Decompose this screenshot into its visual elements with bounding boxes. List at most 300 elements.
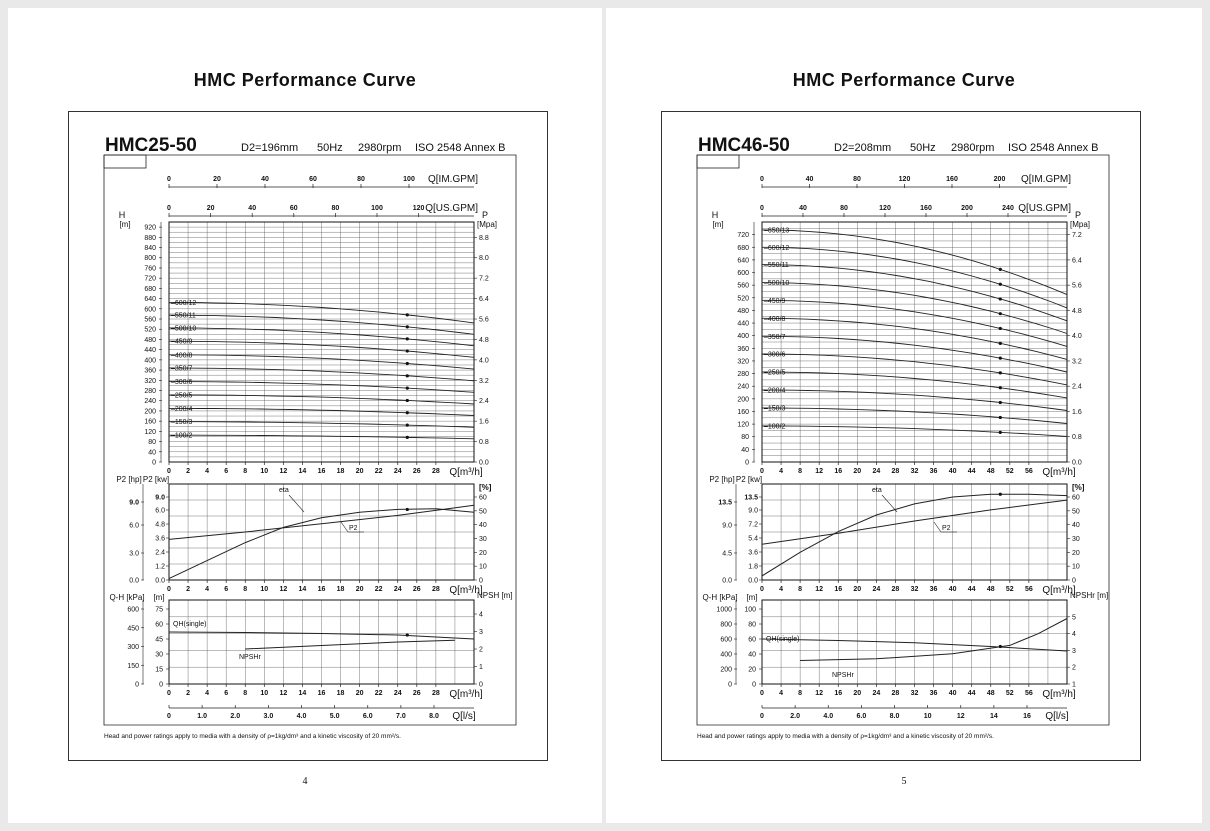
p-tick-label: 5.6 (479, 316, 489, 324)
npshr-label: NPSHr (239, 654, 261, 661)
x-tick-label: 4 (779, 586, 784, 593)
x-tick-label: 32 (910, 586, 919, 593)
eta-tick-label: 60 (1072, 494, 1080, 502)
kw-tick-label: 1.8 (748, 563, 758, 571)
p-tick-label: 0.0 (479, 459, 489, 467)
spec-frequency: 50Hz (317, 142, 343, 154)
x-tick-label: 4 (205, 586, 210, 593)
ls-tick-label: 2.0 (790, 713, 800, 720)
eta-tick-label: 0 (479, 577, 483, 585)
qh-curve-label: –150/3 (171, 419, 193, 427)
h-tick-label: 480 (737, 307, 749, 315)
duty-point-marker (999, 371, 1002, 374)
x-tick-label: 48 (986, 690, 995, 697)
x-tick-label: 0 (167, 690, 171, 697)
m-tick-label: 100 (744, 606, 756, 614)
qh-curve-label: –150/3 (764, 405, 786, 413)
h-tick-label: 40 (741, 446, 749, 454)
x-tick-label: 56 (1024, 586, 1033, 593)
qh-curve-label: –500/10 (171, 325, 197, 333)
qh-curve-label: –350/7 (171, 365, 193, 373)
chart-sheet (661, 111, 1141, 761)
imp-gpm-tick-label: 20 (213, 176, 221, 183)
p-tick-label: 4.0 (479, 357, 489, 365)
power-x-axis-label: Q[m³/h] (449, 585, 483, 596)
spec-speed: 2980rpm (951, 142, 995, 154)
kpa-tick-label: 0 (728, 681, 732, 689)
x-tick-label: 8 (243, 586, 248, 593)
x-tick-label: 24 (872, 468, 881, 475)
h-tick-label: 0 (152, 459, 156, 467)
page-right (606, 8, 1202, 823)
npshr-curve (245, 640, 455, 649)
eta-tick-label: 0 (1072, 577, 1076, 585)
ls-tick-label: 14 (989, 713, 998, 720)
hp-tick-label: 4.5 (722, 550, 732, 558)
x-tick-label: 20 (355, 586, 364, 593)
x-tick-label: 0 (760, 586, 764, 593)
p-tick-label: 5.6 (1072, 282, 1082, 290)
kw-tick-label: 9.0 (748, 507, 758, 515)
chart-title: HMC25-50 (105, 135, 197, 156)
eta-tick-label: 20 (1072, 549, 1080, 557)
h-tick-label: 480 (144, 336, 156, 344)
qh-curve-label: –300/6 (764, 351, 786, 359)
ls-tick-label: 1.0 (197, 713, 207, 720)
h-tick-label: 200 (144, 408, 156, 416)
spec-impeller: D2=208mm (834, 142, 892, 154)
frame-corner-box (697, 155, 739, 168)
duty-point-marker (999, 416, 1002, 419)
frame-corner-box (104, 155, 146, 168)
h-tick-label: 520 (144, 326, 156, 334)
qh-curve-label: –250/5 (171, 392, 193, 400)
m-tick-label: 75 (155, 606, 163, 614)
h-tick-label: 600 (144, 306, 156, 314)
x-tick-label: 28 (891, 690, 900, 697)
x-tick-label: 0 (167, 468, 171, 475)
p2-curve-label: P2 (942, 525, 951, 532)
hp-tick-label: 6.0 (129, 522, 139, 530)
m-tick-label: 30 (155, 651, 163, 659)
p-tick-label: 4.8 (1072, 307, 1082, 315)
qh-curve-label: –100/2 (171, 432, 193, 440)
h-tick-label: 640 (737, 257, 749, 265)
p2-hp-axis-label: P2 [hp] (709, 475, 735, 484)
qh-curve-label: –300/6 (171, 379, 193, 387)
npshr-label: NPSHr (832, 671, 854, 679)
x-tick-label: 24 (393, 468, 402, 475)
x-tick-label: 44 (967, 586, 976, 593)
m-tick-label: 0 (159, 681, 163, 689)
ls-tick-label: 6.0 (362, 713, 373, 720)
x-tick-label: 28 (891, 586, 900, 593)
kw-tick-label: 4.8 (155, 521, 165, 529)
x-tick-label: 40 (948, 690, 957, 697)
ls-tick-label: 7.0 (396, 713, 406, 720)
x-tick-label: 32 (910, 468, 919, 475)
npsh-tick-label: 2 (479, 646, 483, 654)
p-axis-label: P (482, 210, 489, 220)
h-axis-label: H (711, 210, 719, 220)
duty-point-marker (999, 342, 1002, 345)
x-tick-label: 28 (431, 468, 440, 475)
kpa-tick-label: 600 (127, 606, 139, 614)
m-tick-label: 15 (155, 666, 163, 674)
duty-point-marker (406, 325, 409, 328)
qh-single-duty-point (999, 645, 1002, 648)
x-tick-label: 28 (431, 586, 440, 593)
x-tick-label: 36 (929, 690, 938, 697)
hp-tick-label: 9.0 (129, 499, 139, 507)
chart-title: HMC46-50 (698, 135, 790, 156)
duty-point-marker (406, 411, 409, 414)
ls-tick-label: 0 (167, 713, 171, 720)
h-tick-label: 840 (144, 245, 156, 253)
us-gpm-tick-label: 120 (879, 205, 891, 212)
p-tick-label: 7.2 (479, 275, 489, 283)
x-tick-label: 12 (279, 586, 288, 593)
qh-curve-label: –550/11 (764, 262, 789, 270)
spec-standard: ISO 2548 Annex B (415, 142, 506, 154)
duty-point-marker (406, 349, 409, 352)
qh-curve-label: –200/4 (764, 387, 786, 395)
h-axis-unit: [m] (712, 220, 724, 229)
x-tick-label: 52 (1005, 586, 1014, 593)
kpa-tick-label: 300 (127, 644, 139, 651)
h-tick-label: 200 (737, 396, 749, 404)
x-tick-label: 6 (224, 690, 229, 697)
gpm-axis-label: Q[US.GPM] (425, 203, 478, 214)
kw-tick-label: 13.5 (744, 494, 758, 502)
h-tick-label: 760 (144, 265, 156, 273)
p-tick-label: 8.8 (479, 234, 489, 242)
x-tick-label: 36 (929, 586, 938, 593)
eta-duty-point (999, 493, 1002, 496)
duty-point-marker (406, 423, 409, 426)
x-tick-label: 12 (279, 468, 288, 475)
x-tick-label: 26 (412, 690, 421, 697)
hp-tick-label: 3.0 (129, 550, 139, 558)
qh-kpa-axis-label: Q-H [kPa] (702, 593, 738, 602)
density-note: Head and power ratings apply to media with a density of ρ=1kg/dm³ and a kinetic viscosity of 20 mm²/s. (104, 733, 401, 740)
h-tick-label: 360 (144, 367, 156, 375)
h-tick-label: 240 (144, 398, 156, 406)
x-tick-label: 0 (760, 468, 764, 475)
ls-axis-label: Q[l/s] (452, 711, 476, 722)
ls-tick-label: 12 (956, 713, 965, 720)
x-tick-label: 4 (779, 690, 784, 697)
x-tick-label: 14 (298, 468, 307, 475)
x-tick-label: 56 (1024, 468, 1033, 475)
x-tick-label: 24 (393, 690, 402, 697)
us-gpm-tick-label: 80 (331, 205, 340, 212)
hp-tick-label: 13.5 (718, 499, 732, 507)
x-tick-label: 18 (336, 586, 345, 593)
duty-point-marker (999, 401, 1002, 404)
x-tick-label: 2 (186, 586, 191, 593)
page-number: 5 (901, 776, 907, 787)
kw-tick-label: 0.0 (748, 577, 758, 585)
p-tick-label: 7.2 (1072, 232, 1082, 240)
x-tick-label: 24 (872, 690, 881, 697)
eta-curve-label: eta (872, 487, 882, 494)
duty-point-marker (999, 431, 1002, 434)
imp-gpm-tick-label: 160 (946, 176, 958, 183)
eta-tick-label: 30 (479, 536, 487, 543)
density-note: Head and power ratings apply to media with a density of ρ=1kg/dm³ and a kinetic viscosity of 20 mm²/s. (697, 733, 994, 740)
duty-point-marker (406, 436, 409, 439)
p-tick-label: 6.4 (1072, 257, 1082, 265)
h-tick-label: 560 (144, 316, 156, 324)
qh-curve-label: –500/10 (764, 280, 790, 288)
kpa-tick-label: 150 (127, 662, 139, 670)
npsh-tick-label: 1 (479, 664, 483, 671)
eta-tick-label: 10 (479, 563, 487, 571)
h-axis-label: H (118, 210, 126, 220)
qh-single-duty-point (406, 633, 409, 636)
imp-gpm-tick-label: 40 (805, 176, 814, 183)
p-tick-label: 8.0 (479, 255, 489, 263)
x-tick-label: 8 (243, 690, 248, 697)
duty-point-marker (999, 297, 1002, 300)
kw-tick-label: 6.0 (155, 507, 165, 515)
p-axis-unit: [Mpa] (1070, 220, 1091, 229)
us-gpm-tick-label: 0 (167, 205, 171, 212)
h-tick-label: 800 (144, 255, 156, 263)
npsh-axis-label: NPSHr [m] (1070, 591, 1109, 600)
ls-tick-label: 8.0 (889, 713, 900, 720)
x-tick-label: 8 (798, 586, 803, 593)
x-tick-label: 16 (317, 586, 326, 593)
x-tick-label: 6 (224, 586, 229, 593)
kpa-tick-label: 1000 (716, 606, 732, 614)
h-tick-label: 120 (144, 428, 156, 436)
duty-point-marker (406, 399, 409, 402)
qh-curve-label: –550/11 (171, 312, 196, 320)
duty-point-marker (999, 312, 1002, 315)
p-tick-label: 0.0 (1072, 459, 1082, 467)
h-tick-label: 600 (737, 270, 749, 278)
duty-point-marker (999, 327, 1002, 330)
us-gpm-tick-label: 80 (840, 205, 848, 212)
us-gpm-tick-label: 120 (412, 205, 425, 212)
p-tick-label: 6.4 (479, 296, 489, 304)
h-tick-label: 320 (144, 377, 156, 385)
page-heading: HMC Performance Curve (193, 70, 417, 90)
x-tick-label: 28 (431, 690, 440, 697)
eta-tick-label: 50 (1072, 508, 1080, 516)
qh-curve-label: –450/9 (764, 297, 786, 305)
x-tick-label: 44 (967, 690, 976, 697)
spec-frequency: 50Hz (910, 142, 936, 154)
p-tick-label: 2.4 (479, 398, 489, 406)
x-tick-label: 20 (355, 690, 364, 697)
qh-curve-label: –450/9 (171, 338, 193, 346)
eta-duty-point (406, 508, 409, 511)
kpa-tick-label: 450 (127, 625, 139, 633)
h-tick-label: 80 (741, 434, 749, 442)
kpa-tick-label: 400 (720, 651, 732, 659)
us-gpm-tick-label: 240 (1002, 205, 1014, 212)
kw-tick-label: 7.2 (748, 521, 758, 529)
x-tick-label: 48 (986, 586, 995, 593)
npsh-tick-label: 1 (1072, 681, 1076, 689)
spec-speed: 2980rpm (358, 142, 402, 154)
page-number: 4 (302, 776, 308, 787)
ls-tick-label: 4.0 (823, 713, 834, 720)
m-tick-label: 80 (748, 621, 756, 629)
p2-kw-axis-label: P2 [kw] (142, 475, 170, 484)
chart-frame (104, 155, 516, 725)
x-tick-label: 24 (872, 586, 881, 593)
qh-curve-label: –350/7 (764, 333, 786, 341)
x-tick-label: 28 (891, 468, 900, 475)
x-tick-label: 2 (186, 690, 191, 697)
kpa-tick-label: 600 (720, 636, 732, 644)
h-tick-label: 680 (144, 285, 156, 293)
x-tick-label: 12 (815, 468, 824, 475)
ls-tick-label: 6.0 (856, 713, 867, 720)
p2-curve-label: P2 (349, 525, 358, 532)
h-tick-label: 400 (144, 357, 156, 365)
m-tick-label: 60 (748, 636, 756, 644)
x-tick-label: 22 (374, 468, 383, 475)
p-tick-label: 4.0 (1072, 333, 1082, 341)
gpm-axis-label: Q[US.GPM] (1018, 203, 1071, 214)
eta-tick-label: 30 (1072, 536, 1080, 543)
h-tick-label: 320 (737, 358, 749, 366)
us-gpm-tick-label: 40 (799, 205, 807, 212)
x-tick-label: 20 (853, 586, 862, 593)
page-heading: HMC Performance Curve (792, 70, 1016, 90)
kpa-tick-label: 200 (720, 666, 732, 674)
npsh-tick-label: 3 (479, 629, 483, 636)
p-tick-label: 3.2 (479, 377, 489, 385)
x-tick-label: 14 (298, 690, 307, 697)
h-tick-label: 160 (737, 408, 749, 416)
p-tick-label: 1.6 (1072, 408, 1082, 416)
m-axis-label: [m] (153, 593, 165, 602)
eta-tick-label: 20 (479, 549, 487, 557)
ls-tick-label: 3.0 (263, 713, 274, 720)
x-tick-label: 0 (167, 586, 171, 593)
x-tick-label: 26 (412, 468, 421, 475)
gpm-axis-label: Q[IM.GPM] (428, 174, 478, 185)
x-tick-label: 48 (986, 468, 995, 475)
us-gpm-tick-label: 40 (248, 205, 257, 212)
x-tick-label: 4 (779, 468, 784, 475)
p-tick-label: 4.8 (479, 336, 489, 344)
kw-tick-label: 9.0 (155, 494, 165, 502)
x-tick-label: 36 (929, 468, 938, 475)
qh-curve-label: –100/2 (764, 423, 786, 431)
npsh-tick-label: 2 (1072, 664, 1076, 672)
x-tick-label: 52 (1005, 690, 1014, 697)
h-tick-label: 440 (144, 347, 156, 355)
x-tick-label: 8 (798, 690, 803, 697)
x-tick-label: 14 (298, 586, 307, 593)
p-tick-label: 1.6 (479, 418, 489, 426)
x-tick-label: 8 (798, 468, 803, 475)
qh-x-axis-label: Q[m³/h] (449, 467, 483, 478)
h-tick-label: 400 (737, 333, 749, 341)
page-left (8, 8, 602, 823)
npsh-x-axis-label: Q[m³/h] (449, 689, 483, 700)
eta-leader-line (289, 495, 304, 512)
us-gpm-tick-label: 100 (371, 205, 383, 212)
x-tick-label: 6 (224, 468, 229, 475)
x-tick-label: 4 (205, 468, 210, 475)
x-tick-label: 32 (910, 690, 919, 697)
ls-tick-label: 2.0 (230, 713, 241, 720)
ls-tick-label: 8.0 (429, 713, 439, 720)
duty-point-marker (406, 362, 409, 365)
x-tick-label: 12 (815, 586, 824, 593)
hp-tick-label: 0.0 (722, 577, 732, 585)
m-tick-label: 60 (155, 621, 163, 629)
p-axis-label: P (1075, 210, 1082, 220)
p2-leader-line (934, 522, 941, 532)
m-tick-label: 20 (748, 666, 756, 674)
h-tick-label: 360 (737, 345, 749, 353)
p-tick-label: 3.2 (1072, 358, 1082, 366)
h-tick-label: 920 (144, 224, 156, 232)
h-axis-unit: [m] (119, 220, 131, 229)
npsh-tick-label: 4 (1072, 631, 1076, 639)
us-gpm-tick-label: 60 (289, 205, 298, 212)
x-tick-label: 56 (1024, 690, 1033, 697)
imp-gpm-tick-label: 100 (403, 176, 415, 183)
h-tick-label: 680 (737, 244, 749, 252)
h-tick-label: 80 (148, 439, 156, 447)
duty-point-marker (406, 337, 409, 340)
h-tick-label: 280 (737, 371, 749, 379)
imp-gpm-tick-label: 120 (898, 176, 911, 183)
x-tick-label: 40 (948, 468, 957, 475)
kw-tick-label: 3.6 (748, 549, 758, 557)
x-tick-label: 16 (834, 690, 843, 697)
x-tick-label: 10 (260, 468, 269, 475)
qh-curve-label: –200/4 (171, 405, 193, 413)
imp-gpm-tick-label: 80 (357, 176, 365, 183)
ls-axis-label: Q[l/s] (1045, 711, 1069, 722)
chart-sheet (68, 111, 548, 761)
qh-curve-label: –600/12 (764, 244, 790, 252)
qh-kpa-axis-label: Q-H [kPa] (109, 593, 145, 602)
kw-tick-label: 1.2 (155, 563, 165, 571)
m-tick-label: 40 (748, 651, 756, 659)
gpm-axis-label: Q[IM.GPM] (1021, 174, 1071, 185)
x-tick-label: 20 (355, 468, 364, 475)
npsh-tick-label: 0 (479, 681, 483, 689)
qh-curve-label: –400/8 (764, 315, 786, 323)
p-tick-label: 2.4 (1072, 383, 1082, 391)
x-tick-label: 10 (260, 690, 269, 697)
p-axis-unit: [Mpa] (477, 220, 498, 229)
h-tick-label: 720 (737, 232, 749, 240)
eta-leader-line (882, 495, 897, 512)
eta-tick-label: 40 (479, 522, 487, 530)
eta-tick-label: 40 (1072, 522, 1080, 530)
eta-axis-label: [%] (479, 483, 492, 492)
h-tick-label: 280 (144, 388, 156, 396)
qh-single-label: QH(single) (766, 636, 800, 643)
x-tick-label: 20 (853, 468, 862, 475)
h-tick-label: 440 (737, 320, 749, 328)
h-tick-label: 520 (737, 295, 749, 303)
qh-curve-label: –650/13 (764, 227, 790, 235)
